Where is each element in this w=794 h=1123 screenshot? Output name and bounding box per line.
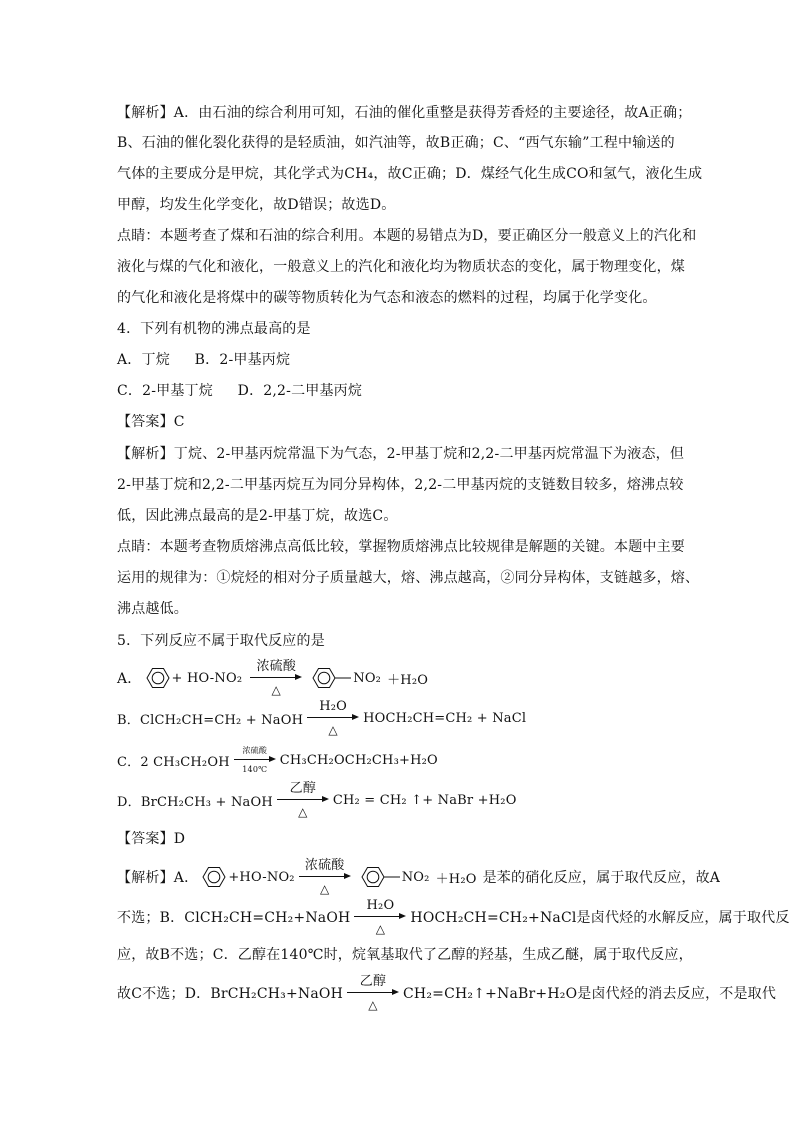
q3-analysis-line: 甲醇，均发生化学变化，故D错误；故选D。 <box>117 197 396 213</box>
reagent-formula: + HO-NO₂ <box>171 670 243 686</box>
arrow-head-icon <box>344 873 351 879</box>
reaction-condition-below: △ <box>298 805 308 819</box>
arrow-shaft <box>277 799 325 800</box>
arrow-shaft <box>347 992 395 993</box>
reaction-condition-below: △ <box>271 683 281 697</box>
benzene-ring-icon <box>361 866 401 888</box>
q4-options-row-2 <box>117 381 362 401</box>
products-formula: HOCH₂CH=CH₂ + NaCl <box>363 710 527 726</box>
arrow-head-icon <box>269 756 276 762</box>
q5-analysis-line <box>117 897 790 937</box>
q5-option-c <box>117 740 438 780</box>
q5-option-a <box>117 658 428 698</box>
reaction-condition-above: 浓硫酸 <box>242 746 268 755</box>
q4-answer: 【答案】C <box>117 414 185 430</box>
q4-tip-line: 运用的规律为：①烷烃的相对分子质量越大，熔、沸点越高，②同分异构体，支链越多，熔、 <box>117 570 700 586</box>
q5-option-d <box>117 780 517 820</box>
analysis-lead: 不选；B．ClCH₂CH=CH₂+NaOH <box>117 910 351 926</box>
arrow-shaft <box>354 916 402 917</box>
q5-answer: 【答案】D <box>117 831 186 847</box>
arrow-shaft <box>234 759 272 760</box>
reaction-arrow <box>347 973 399 1013</box>
q5-analysis-line <box>117 857 720 897</box>
reagent-formula: +HO-NO₂ <box>228 869 295 885</box>
reaction-condition-below: △ <box>320 882 330 896</box>
reaction-arrow <box>234 740 276 780</box>
arrow-head-icon <box>399 913 406 919</box>
option-label: A． <box>117 671 142 687</box>
q3-analysis-line: B、石油的催化裂化获得的是轻质油，如汽油等，故B正确；C、“西气东输”工程中输送的 <box>117 135 675 151</box>
q4-options-row-1 <box>117 350 290 370</box>
arrow-shaft <box>307 717 355 718</box>
byproduct-formula: ＋H₂O <box>387 672 429 688</box>
reaction-condition-below: 140℃ <box>242 765 268 774</box>
reaction-condition-below: △ <box>368 998 378 1012</box>
arrow-head-icon <box>295 674 302 680</box>
reactants-formula: C．2 CH₃CH₂OH <box>117 754 230 770</box>
arrow-head-icon <box>352 714 359 720</box>
q3-tip-line: 液化与煤的气化和液化，一般意义上的汽化和液化均为物质状态的变化，属于物理变化，煤 <box>117 259 685 275</box>
reaction-condition-below: △ <box>375 922 386 936</box>
q4-option-b: B．2-甲基丙烷 <box>194 352 291 368</box>
product-group-formula: NO₂ <box>401 869 430 885</box>
reaction-arrow <box>299 857 351 897</box>
reaction-arrow <box>354 897 406 937</box>
product-group-formula: NO₂ <box>353 670 382 686</box>
reaction-condition-above: 浓硫酸 <box>256 659 297 674</box>
q4-analysis-line: 2-甲基丁烷和2,2-二甲基丙烷互为同分异构体，2,2-二甲基丙烷的支链数目较多，熔沸点较 <box>117 477 684 493</box>
arrow-shaft <box>250 677 298 678</box>
q4-tip-line: 点睛：本题考查物质熔沸点高低比较，掌握物质熔沸点比较规律是解题的关键。本题中主要 <box>117 539 685 555</box>
reaction-condition-above: 乙醇 <box>359 974 387 989</box>
reactants-formula: B．ClCH₂CH=CH₂ + NaOH <box>117 712 304 728</box>
reaction-condition-above: H₂O <box>319 699 348 714</box>
q4-option-d: D．2,2-二甲基丙烷 <box>237 383 363 399</box>
q4-analysis-line: 低，因此沸点最高的是2-甲基丁烷，故选C。 <box>117 508 398 524</box>
reaction-arrow <box>307 698 359 738</box>
q4-analysis-line: 【解析】丁烷、2-甲基丙烷常温下为气态，2-甲基丁烷和2,2-二甲基丙烷常温下为液态，但 <box>117 446 685 462</box>
reaction-condition-above: H₂O <box>366 898 395 913</box>
reaction-condition-above: 乙醇 <box>289 781 317 796</box>
q4-tip-line: 沸点越低。 <box>117 601 188 617</box>
q5-option-b <box>117 698 526 738</box>
analysis-tail: CH₂=CH₂↑+NaBr+H₂O是卤代烃的消去反应，不是取代 <box>403 986 777 1002</box>
q3-analysis-line: 【解析】A．由石油的综合利用可知，石油的催化重整是获得芳香烃的主要途径，故A正确； <box>117 105 692 121</box>
q5-analysis-line <box>117 973 776 1013</box>
benzene-ring-icon <box>202 866 226 888</box>
q5-stem: 5．下列反应不属于取代反应的是 <box>117 633 325 649</box>
benzene-ring-icon <box>312 667 352 689</box>
byproduct-formula: ＋H₂O <box>435 871 477 887</box>
q5-analysis-line: 应，故B不选；C．乙醇在140℃时，烷氧基取代了乙醇的羟基，生成乙醚，属于取代反应， <box>117 947 693 963</box>
q4-stem: 4．下列有机物的沸点最高的是 <box>117 321 311 337</box>
reaction-condition-below: △ <box>328 723 338 737</box>
arrow-head-icon <box>392 989 399 995</box>
q3-tip-line: 的气化和液化是将煤中的碳等物质转化为气态和液态的燃料的过程，均属于化学变化。 <box>117 290 657 306</box>
analysis-tail: 是苯的硝化反应，属于取代反应，故A <box>482 870 721 886</box>
reactants-formula: D．BrCH₂CH₃ + NaOH <box>117 794 273 810</box>
q3-analysis-line: 气体的主要成分是甲烷，其化学式为CH₄，故C正确；D．煤经气化生成CO和氢气，液化生成 <box>117 166 703 182</box>
arrow-head-icon <box>322 796 329 802</box>
products-formula: CH₃CH₂OCH₂CH₃+H₂O <box>279 752 438 768</box>
benzene-ring-icon <box>146 667 170 689</box>
analysis-lead: 【解析】A． <box>117 870 199 886</box>
arrow-shaft <box>299 876 347 877</box>
products-formula: CH₂ = CH₂ ↑+ NaBr +H₂O <box>332 792 517 808</box>
reaction-condition-above: 浓硫酸 <box>304 858 345 873</box>
q3-tip-line: 点睛：本题考查了煤和石油的综合利用。本题的易错点为D，要正确区分一般意义上的汽化和 <box>117 228 697 244</box>
q4-option-a: A．丁烷 <box>117 352 170 368</box>
reaction-arrow <box>277 780 329 820</box>
analysis-lead: 故C不选；D．BrCH₂CH₃+NaOH <box>117 986 343 1002</box>
reaction-arrow <box>250 658 302 698</box>
q4-option-c: C．2-甲基丁烷 <box>117 383 213 399</box>
analysis-tail: HOCH₂CH=CH₂+NaCl是卤代烃的水解反应，属于取代反 <box>410 910 790 926</box>
